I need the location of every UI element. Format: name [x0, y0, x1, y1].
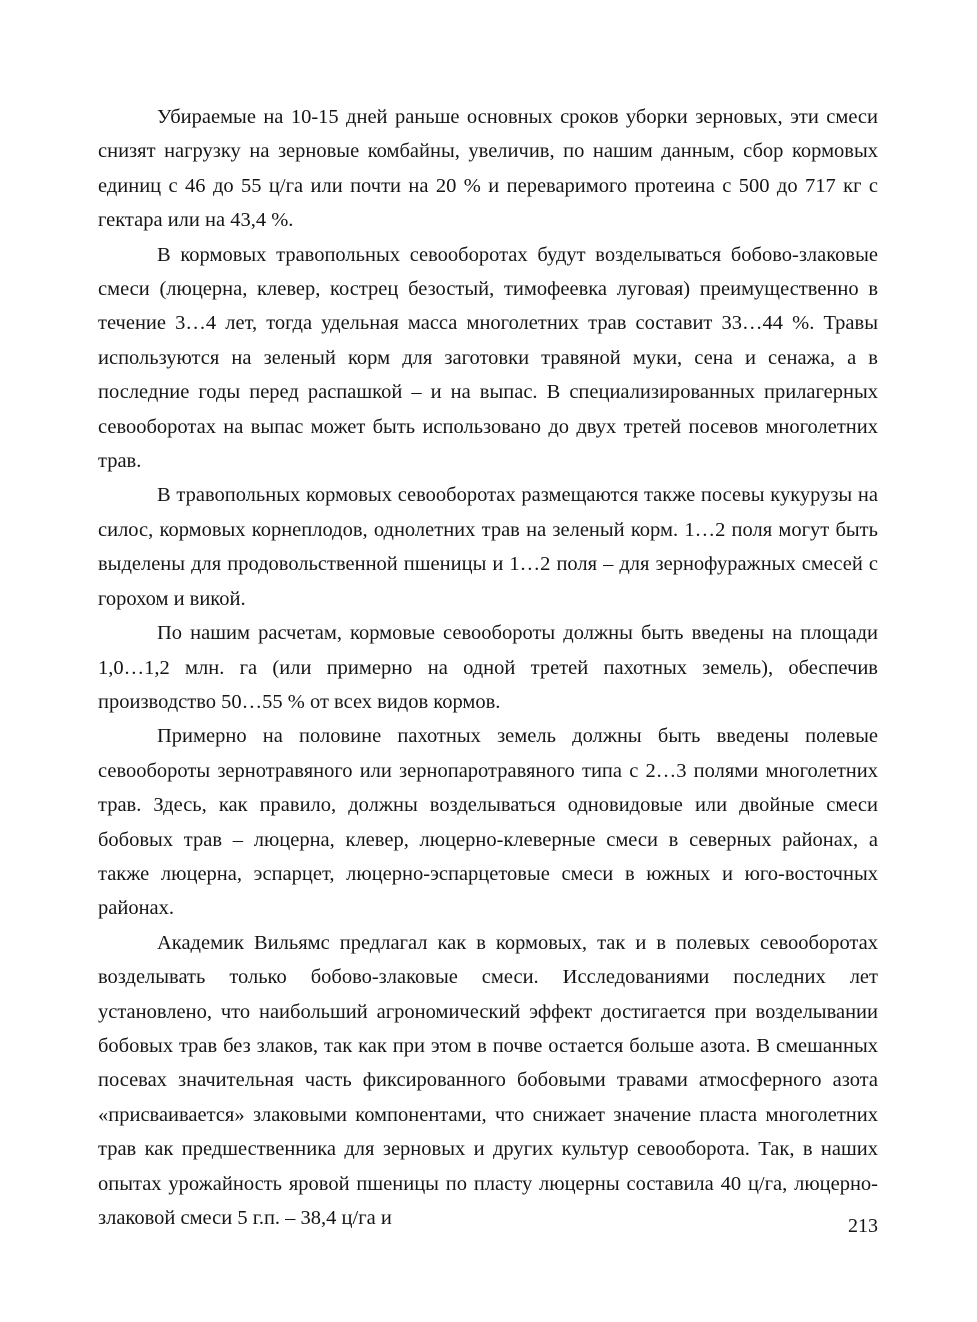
paragraph: Примерно на половине пахотных земель должны быть введены полевые севообороты зернотравяного или зернопаротравяного типа с 2…3 полями многолетних трав. Здесь, как правило, должны возделываться одновидовые или двойные смеси бобовых трав – люцерна, клевер, люцерно-клеверные смеси в северных районах, а также люцерна, эспарцет, люцерно-эспарцетовые смеси в южных и юго-восточных районах. [98, 725, 878, 920]
page-number: 213 [848, 1215, 878, 1237]
body-text [98, 100, 878, 1235]
paragraph: В кормовых травопольных севооборотах будут возделываться бобово-злаковые смеси (люцерна, клевер, кострец безостый, тимофеевка луговая) преимущественно в течение 3…4 лет, тогда удельная масса многолетних трав составит 33…44 %. Травы используются на зеленый корм для заготовки травяной муки, сена и сенажа, а в последние годы перед распашкой – и на выпас. В специализированных прилагерных севооборотах на выпас может быть использовано до двух третей посевов многолетних трав. [98, 243, 878, 473]
paragraph: По нашим расчетам, кормовые севообороты должны быть введены на площади 1,0…1,2 млн. га (или примерно на одной третей пахотных земель), обеспечив производство 50…55 % от всех видов кормов. [98, 622, 878, 713]
paragraph: В травопольных кормовых севооборотах размещаются также посевы кукурузы на силос, кормовых корнеплодов, однолетних трав на зеленый корм. 1…2 поля могут быть выделены для продовольственной пшеницы и 1…2 поля – для зернофуражных смесей с горохом и викой. [98, 484, 878, 610]
paragraph: Убираемые на 10-15 дней раньше основных сроков уборки зерновых, эти смеси снизят нагрузку на зерновые комбайны, увеличив, по нашим данным, сбор кормовых единиц с 46 до 55 ц/га или почти на 20 % и переваримого протеина с 500 до 717 кг с гектара или на 43,4 %. [98, 106, 878, 232]
paragraph: Академик Вильямс предлагал как в кормовых, так и в полевых севооборотах возделывать только бобово-злаковые смеси. Исследованиями последних лет установлено, что наибольший агрономический эффект достигается при возделывании бобовых трав без злаков, так как при этом в почве остается больше азота. В смешанных посевах значительная часть фиксированного бобовыми травами атмосферного азота «присваивается» злаковыми компонентами, что снижает значение пласта многолетних трав как предшественника для зерновых и других культур севооборота. Так, в наших опытах урожайность яровой пшеницы по пласту люцерны составила 40 ц/га, люцерно-злаковой смеси 5 г.п. – 38,4 ц/га и [98, 931, 878, 1229]
